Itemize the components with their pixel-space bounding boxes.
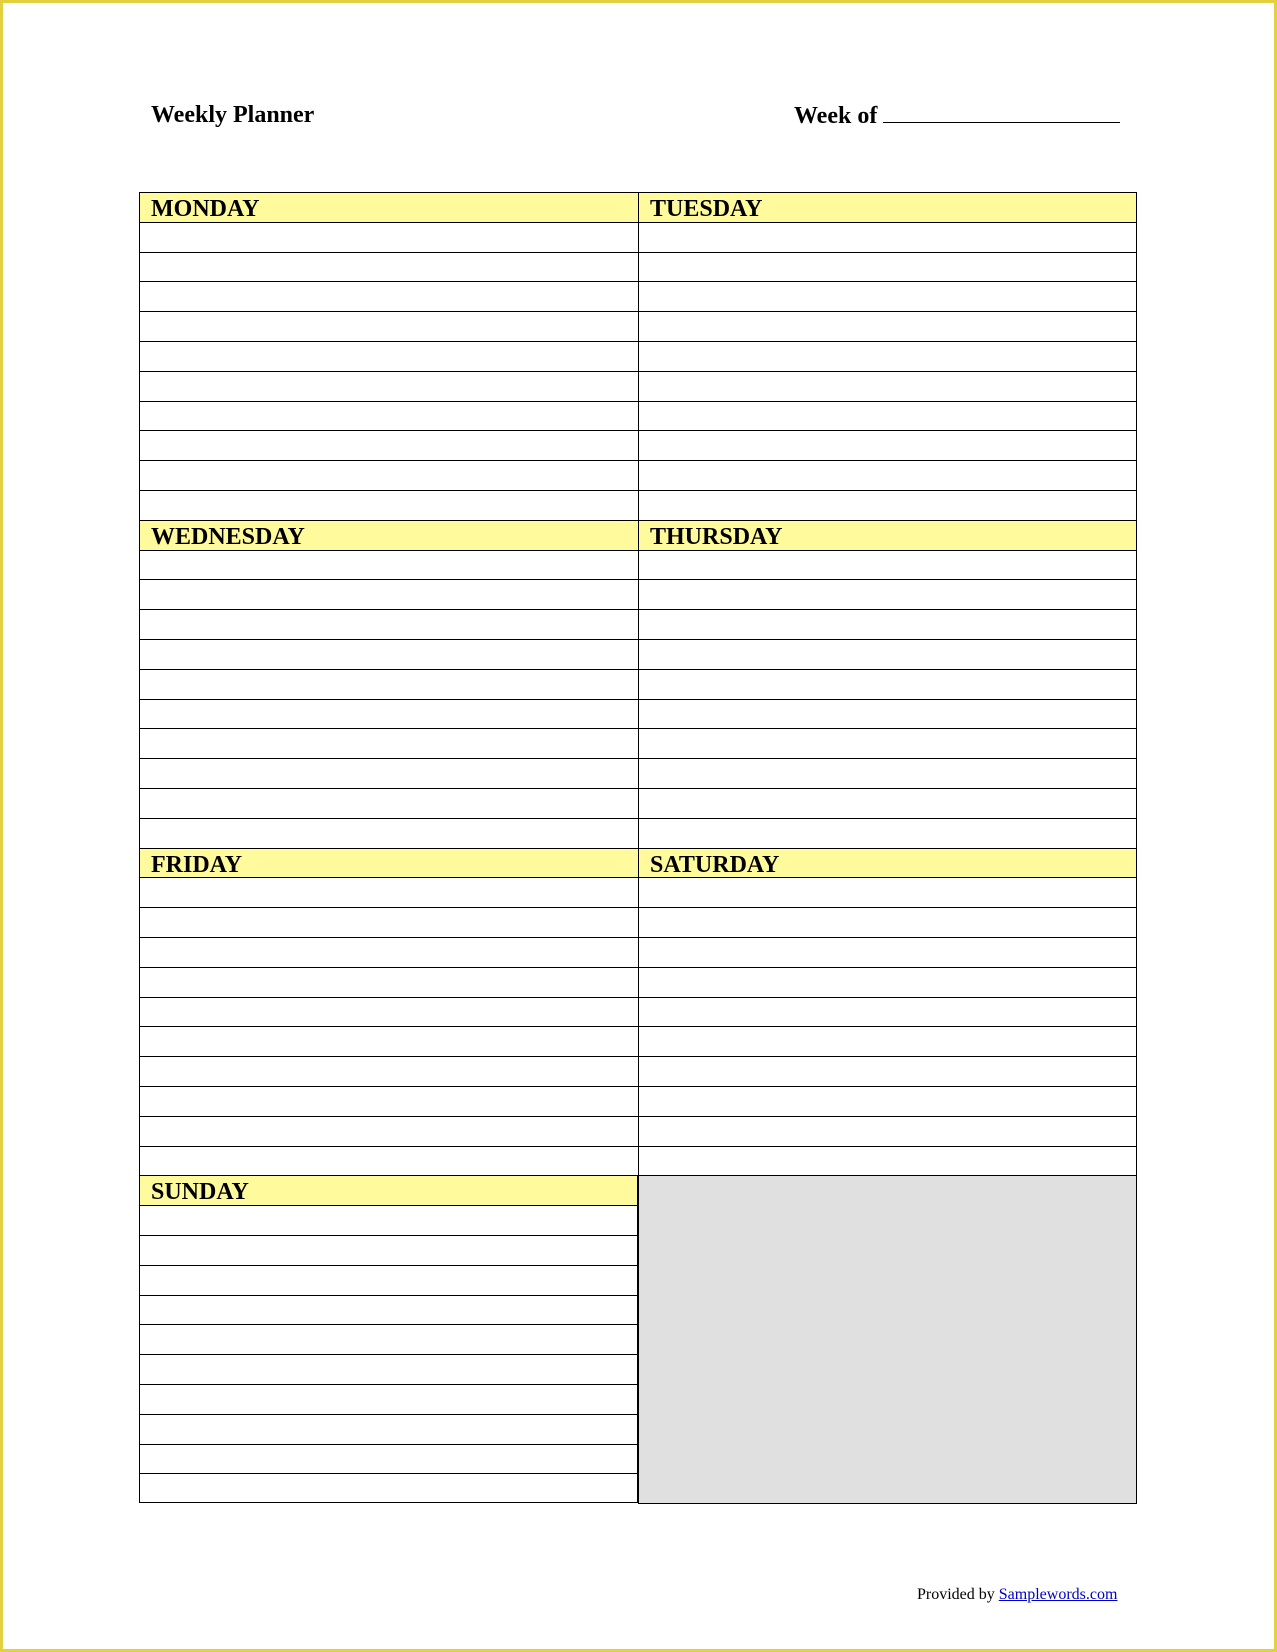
planner-line-friday[interactable] [139, 967, 638, 997]
planner-line-wednesday[interactable] [139, 728, 638, 758]
planner-grid [139, 192, 1137, 1504]
empty-area [638, 1175, 1137, 1504]
planner-line-monday[interactable] [139, 460, 638, 490]
planner-line-friday[interactable] [139, 1026, 638, 1056]
planner-line-wednesday[interactable] [139, 579, 638, 609]
planner-line-monday[interactable] [139, 252, 638, 282]
planner-line-monday[interactable] [139, 371, 638, 401]
page-title: Weekly Planner [151, 102, 315, 128]
planner-line-thursday[interactable] [638, 550, 1137, 580]
planner-line-saturday[interactable] [638, 907, 1137, 937]
planner-line-tuesday[interactable] [638, 252, 1137, 282]
planner-line-friday[interactable] [139, 997, 638, 1027]
day-header-saturday: SATURDAY [638, 848, 1137, 878]
planner-line-monday[interactable] [139, 430, 638, 460]
planner-line-thursday[interactable] [638, 579, 1137, 609]
planner-line-monday[interactable] [139, 281, 638, 311]
planner-line-wednesday[interactable] [139, 818, 638, 848]
planner-line-thursday[interactable] [638, 669, 1137, 699]
planner-line-monday[interactable] [139, 401, 638, 431]
planner-line-wednesday[interactable] [139, 699, 638, 729]
planner-line-tuesday[interactable] [638, 401, 1137, 431]
planner-line-wednesday[interactable] [139, 639, 638, 669]
planner-line-sunday[interactable] [139, 1265, 638, 1295]
week-of-label: Week of [794, 103, 878, 129]
planner-line-tuesday[interactable] [638, 341, 1137, 371]
planner-line-friday[interactable] [139, 1116, 638, 1146]
day-header-thursday: THURSDAY [638, 520, 1137, 550]
planner-line-monday[interactable] [139, 341, 638, 371]
planner-line-wednesday[interactable] [139, 609, 638, 639]
planner-line-tuesday[interactable] [638, 281, 1137, 311]
planner-line-wednesday[interactable] [139, 788, 638, 818]
planner-line-saturday[interactable] [638, 1116, 1137, 1146]
week-of-field[interactable] [794, 102, 1120, 130]
planner-line-sunday[interactable] [139, 1324, 638, 1354]
planner-line-monday[interactable] [139, 490, 638, 520]
planner-line-wednesday[interactable] [139, 758, 638, 788]
planner-line-sunday[interactable] [139, 1295, 638, 1325]
planner-line-thursday[interactable] [638, 639, 1137, 669]
planner-line-saturday[interactable] [638, 1086, 1137, 1116]
planner-line-friday[interactable] [139, 1146, 638, 1176]
planner-line-sunday[interactable] [139, 1235, 638, 1265]
planner-line-sunday[interactable] [139, 1473, 638, 1503]
planner-line-thursday[interactable] [638, 818, 1137, 848]
planner-line-saturday[interactable] [638, 877, 1137, 907]
day-header-friday: FRIDAY [139, 848, 638, 878]
planner-line-wednesday[interactable] [139, 550, 638, 580]
planner-line-sunday[interactable] [139, 1414, 638, 1444]
planner-line-thursday[interactable] [638, 758, 1137, 788]
planner-line-tuesday[interactable] [638, 460, 1137, 490]
planner-line-monday[interactable] [139, 222, 638, 252]
planner-line-tuesday[interactable] [638, 430, 1137, 460]
day-header-wednesday: WEDNESDAY [139, 520, 638, 550]
day-header-monday: MONDAY [139, 192, 638, 222]
planner-line-thursday[interactable] [638, 609, 1137, 639]
planner-line-saturday[interactable] [638, 967, 1137, 997]
planner-line-tuesday[interactable] [638, 490, 1137, 520]
planner-line-sunday[interactable] [139, 1384, 638, 1414]
planner-line-friday[interactable] [139, 937, 638, 967]
planner-line-friday[interactable] [139, 877, 638, 907]
week-of-blank-line[interactable] [883, 102, 1120, 123]
footer-provided-by: Provided by [917, 1586, 995, 1603]
planner-line-wednesday[interactable] [139, 669, 638, 699]
footer-link[interactable]: Samplewords.com [998, 1586, 1118, 1603]
footer-credit [917, 1586, 1117, 1604]
planner-line-friday[interactable] [139, 1056, 638, 1086]
planner-line-saturday[interactable] [638, 1056, 1137, 1086]
planner-line-saturday[interactable] [638, 1026, 1137, 1056]
planner-line-thursday[interactable] [638, 788, 1137, 818]
planner-line-tuesday[interactable] [638, 371, 1137, 401]
day-header-tuesday: TUESDAY [638, 192, 1137, 222]
planner-line-saturday[interactable] [638, 997, 1137, 1027]
planner-line-saturday[interactable] [638, 937, 1137, 967]
planner-line-sunday[interactable] [139, 1205, 638, 1235]
planner-line-monday[interactable] [139, 311, 638, 341]
planner-line-tuesday[interactable] [638, 222, 1137, 252]
planner-line-thursday[interactable] [638, 728, 1137, 758]
planner-line-sunday[interactable] [139, 1354, 638, 1384]
planner-line-sunday[interactable] [139, 1444, 638, 1474]
planner-line-saturday[interactable] [638, 1146, 1137, 1176]
day-header-sunday: SUNDAY [139, 1175, 638, 1205]
planner-line-thursday[interactable] [638, 699, 1137, 729]
planner-line-tuesday[interactable] [638, 311, 1137, 341]
planner-line-friday[interactable] [139, 907, 638, 937]
planner-line-friday[interactable] [139, 1086, 638, 1116]
